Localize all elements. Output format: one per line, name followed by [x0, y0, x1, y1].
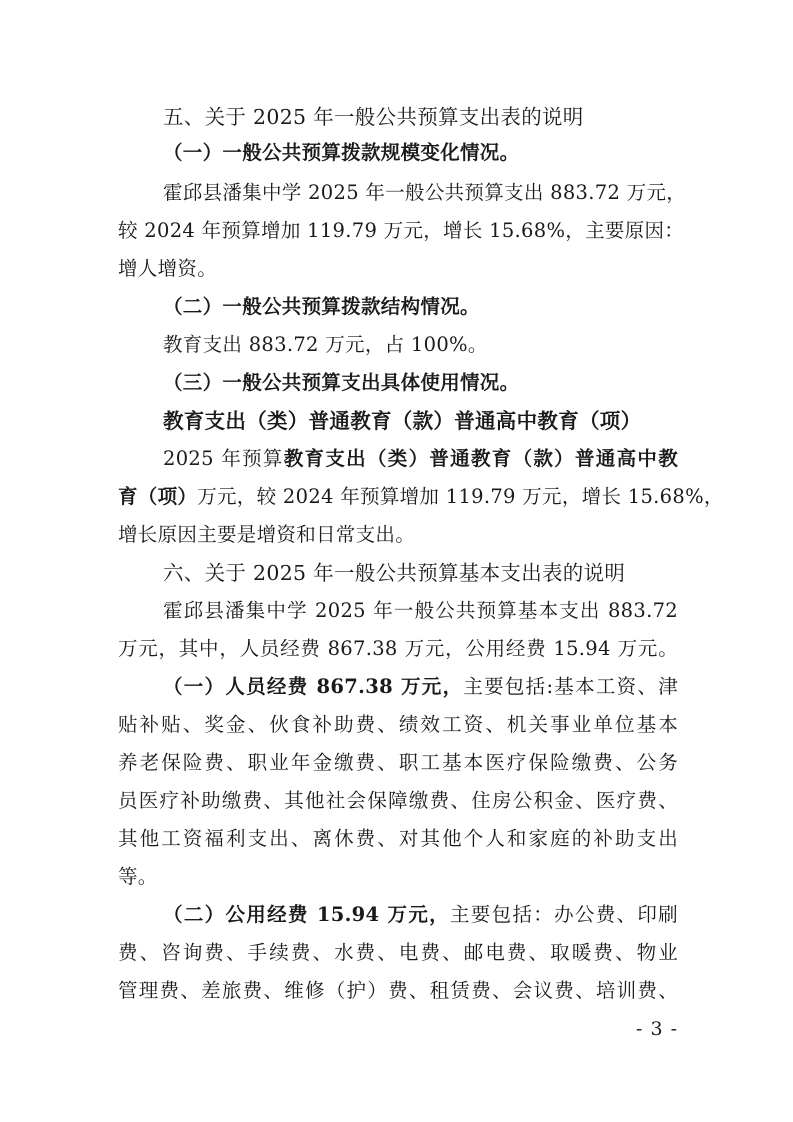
- line-text: 2025 年预算: [163, 447, 284, 470]
- subheading-usage: [118, 369, 678, 397]
- paragraph-line: [118, 787, 678, 815]
- paragraph-line: [118, 521, 678, 549]
- line-text: 六、关于 2025 年一般公共预算基本支出表的说明: [163, 561, 626, 585]
- line-text: 养老保险费、职业年金缴费、职工基本医疗保险缴费、公务: [118, 751, 678, 774]
- paragraph-line: [118, 901, 678, 929]
- paragraph-line: [118, 255, 678, 283]
- expenditure-category-heading: [118, 407, 678, 435]
- line-text: 教育支出（类）普通教育（款）普通高中教育（项）: [163, 409, 642, 433]
- line-text: 管理费、差旅费、维修（护）费、租赁费、会议费、培训费、: [118, 979, 678, 1002]
- paragraph-line: [118, 825, 678, 853]
- line-text: 增长原因主要是增资和日常支出。: [118, 523, 416, 546]
- page-number: - 3 -: [635, 1018, 678, 1040]
- line-text: （三）一般公共预算支出具体使用情况。: [163, 371, 520, 394]
- line-text: 费、咨询费、手续费、水费、电费、邮电费、取暖费、物业: [118, 941, 678, 964]
- line-text: 员医疗补助缴费、其他社会保障缴费、住房公积金、医疗费、: [118, 789, 678, 812]
- section-five-heading: [118, 103, 678, 131]
- line-text: 万元，较 2024 年预算增加 119.79 万元，增长 15.68%，: [197, 485, 724, 508]
- subheading-structure: [118, 293, 678, 321]
- line-text: 增人增资。: [118, 257, 218, 280]
- line-text: 贴补贴、奖金、伙食补助费、绩效工资、机关事业单位基本: [118, 713, 678, 736]
- line-text: 主要包括:基本工资、津: [463, 675, 678, 698]
- paragraph-line: [118, 711, 678, 739]
- paragraph-line: [118, 939, 678, 967]
- line-text: 其他工资福利支出、离休费、对其他个人和家庭的补助支出: [118, 827, 678, 850]
- paragraph-line: [118, 977, 678, 1005]
- paragraph-line: [118, 635, 678, 663]
- paragraph-line: [118, 597, 678, 625]
- paragraph-line: [118, 863, 678, 891]
- line-text: 较 2024 年预算增加 119.79 万元，增长 15.68%，主要原因：: [118, 219, 685, 242]
- line-text: 霍邱县潘集中学 2025 年一般公共预算支出 883.72 万元，: [163, 181, 687, 204]
- line-text-bold: （二）公用经费 15.94 万元，: [163, 903, 450, 926]
- line-text: 教育支出 883.72 万元，占 100%。: [163, 333, 488, 356]
- line-text-bold: （一）人员经费 867.38 万元，: [163, 675, 464, 698]
- line-text: （一）一般公共预算拨款规模变化情况。: [163, 141, 520, 164]
- paragraph-line: [118, 331, 678, 359]
- line-text: 五、关于 2025 年一般公共预算支出表的说明: [163, 105, 584, 129]
- line-text-bold: 育（项）: [118, 485, 198, 508]
- paragraph-line: [118, 217, 685, 245]
- subheading-scale: [118, 139, 678, 167]
- line-text-bold: 教育支出（类）普通教育（款）普通高中教: [283, 447, 679, 470]
- paragraph-line: [118, 749, 678, 777]
- paragraph-line: [118, 673, 678, 701]
- line-text: 主要包括：办公费、印刷: [449, 903, 678, 926]
- line-text: （二）一般公共预算拨款结构情况。: [163, 295, 480, 318]
- line-text: 等。: [118, 865, 158, 888]
- line-text: 霍邱县潘集中学 2025 年一般公共预算基本支出 883.72: [163, 599, 678, 622]
- line-text: 万元，其中，人员经费 867.38 万元，公用经费 15.94 万元。: [118, 637, 678, 660]
- paragraph-line: [118, 483, 724, 511]
- section-six-heading: [118, 559, 678, 587]
- paragraph-line: [118, 445, 678, 473]
- paragraph-line: [118, 179, 687, 207]
